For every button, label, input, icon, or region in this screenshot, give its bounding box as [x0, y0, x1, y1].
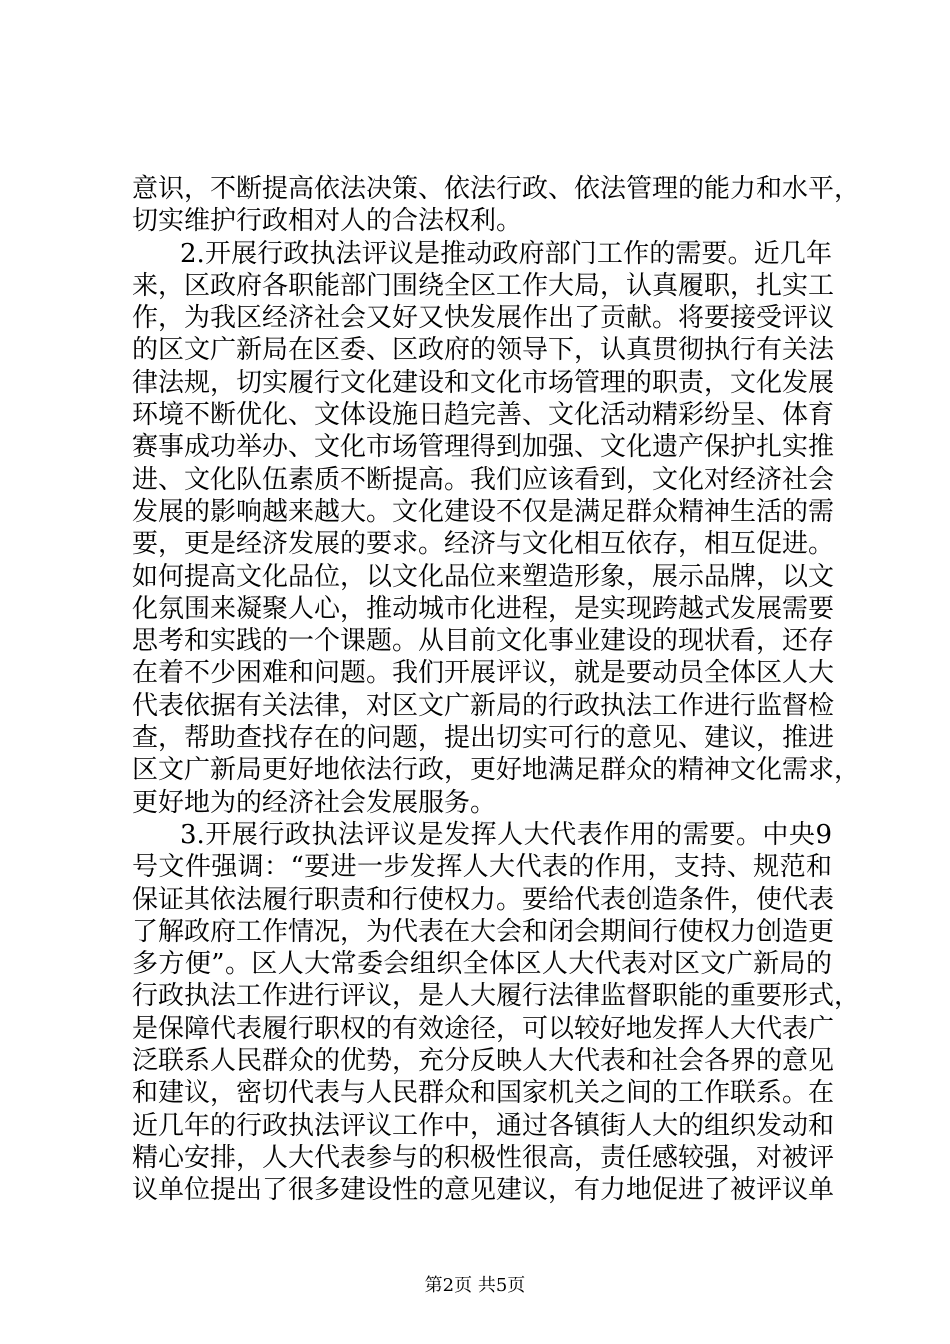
text-line: 2.开展行政执法评议是推动政府部门工作的需要。近几年 — [180, 238, 832, 269]
text-line: 和建议，密切代表与人民群众和国家机关之间的工作联系。在 — [132, 1078, 835, 1109]
text-line: 保证其依法履行职责和行使权力。要给代表创造条件，使代表 — [132, 884, 835, 915]
text-line: 发展的影响越来越大。文化建设不仅是满足群众精神生活的需 — [132, 496, 835, 527]
text-line: 进、文化队伍素质不断提高。我们应该看到，文化对经济社会 — [132, 464, 835, 495]
text-line: 是保障代表履行职权的有效途径，可以较好地发挥人大代表广 — [132, 1013, 835, 1044]
text-line: 号文件强调：“要进一步发挥人大代表的作用，支持、规范和 — [132, 852, 832, 883]
text-line: 思考和实践的一个课题。从目前文化事业建设的现状看，还存 — [132, 626, 835, 657]
text-line: 化氛围来凝聚人心，推动城市化进程，是实现跨越式发展需要 — [132, 593, 835, 624]
text-line: 了解政府工作情况，为代表在大会和闭会期间行使权力创造更 — [132, 916, 835, 947]
text-line: 要，更是经济发展的要求。经济与文化相互依存，相互促进。 — [132, 529, 835, 560]
text-line: 泛联系人民群众的优势，充分反映人大代表和社会各界的意见 — [132, 1046, 835, 1077]
text-line: 查，帮助查找存在的问题，提出切实可行的意见、建议，推进 — [132, 723, 835, 754]
text-line: 精心安排，人大代表参与的积极性很高，责任感较强，对被评 — [132, 1142, 835, 1173]
text-line: 切实维护行政相对人的合法权利。 — [132, 206, 523, 237]
text-line: 律法规，切实履行文化建设和文化市场管理的职责，文化发展 — [132, 367, 835, 398]
text-line: 的区文广新局在区委、区政府的领导下，认真贯彻执行有关法 — [132, 335, 835, 366]
text-line: 近几年的行政执法评议工作中，通过各镇街人大的组织发动和 — [132, 1110, 835, 1141]
text-line: 区文广新局更好地依法行政，更好地满足群众的精神文化需求， — [132, 755, 861, 786]
text-line: 行政执法工作进行评议，是人大履行法律监督职能的重要形式， — [132, 981, 861, 1012]
text-line: 赛事成功举办、文化市场管理得到加强、文化遗产保护扎实推 — [132, 432, 835, 463]
text-line: 来，区政府各职能部门围绕全区工作大局，认真履职，扎实工 — [132, 270, 835, 301]
text-line: 在着不少困难和问题。我们开展评议，就是要动员全体区人大 — [132, 658, 835, 689]
text-line: 意识，不断提高依法决策、依法行政、依法管理的能力和水平， — [132, 174, 861, 204]
text-line: 3.开展行政执法评议是发挥人大代表作用的需要。中央9 — [180, 819, 832, 850]
text-line: 多方便”。区人大常委会组织全体区人大代表对区文广新局的 — [132, 949, 832, 980]
body-text — [132, 173, 861, 1207]
page-number-footer: 第2页 共5页 — [424, 1275, 526, 1296]
text-line: 环境不断优化、文体设施日趋完善、文化活动精彩纷呈、体育 — [132, 400, 835, 431]
text-line: 作，为我区经济社会又好又快发展作出了贡献。将要接受评议 — [132, 303, 835, 334]
text-line: 如何提高文化品位，以文化品位来塑造形象，展示品牌，以文 — [132, 561, 835, 592]
text-line: 更好地为的经济社会发展服务。 — [132, 787, 497, 818]
text-line: 议单位提出了很多建设性的意见建议，有力地促进了被评议单 — [132, 1175, 835, 1206]
text-line: 代表依据有关法律，对区文广新局的行政执法工作进行监督检 — [132, 690, 835, 721]
